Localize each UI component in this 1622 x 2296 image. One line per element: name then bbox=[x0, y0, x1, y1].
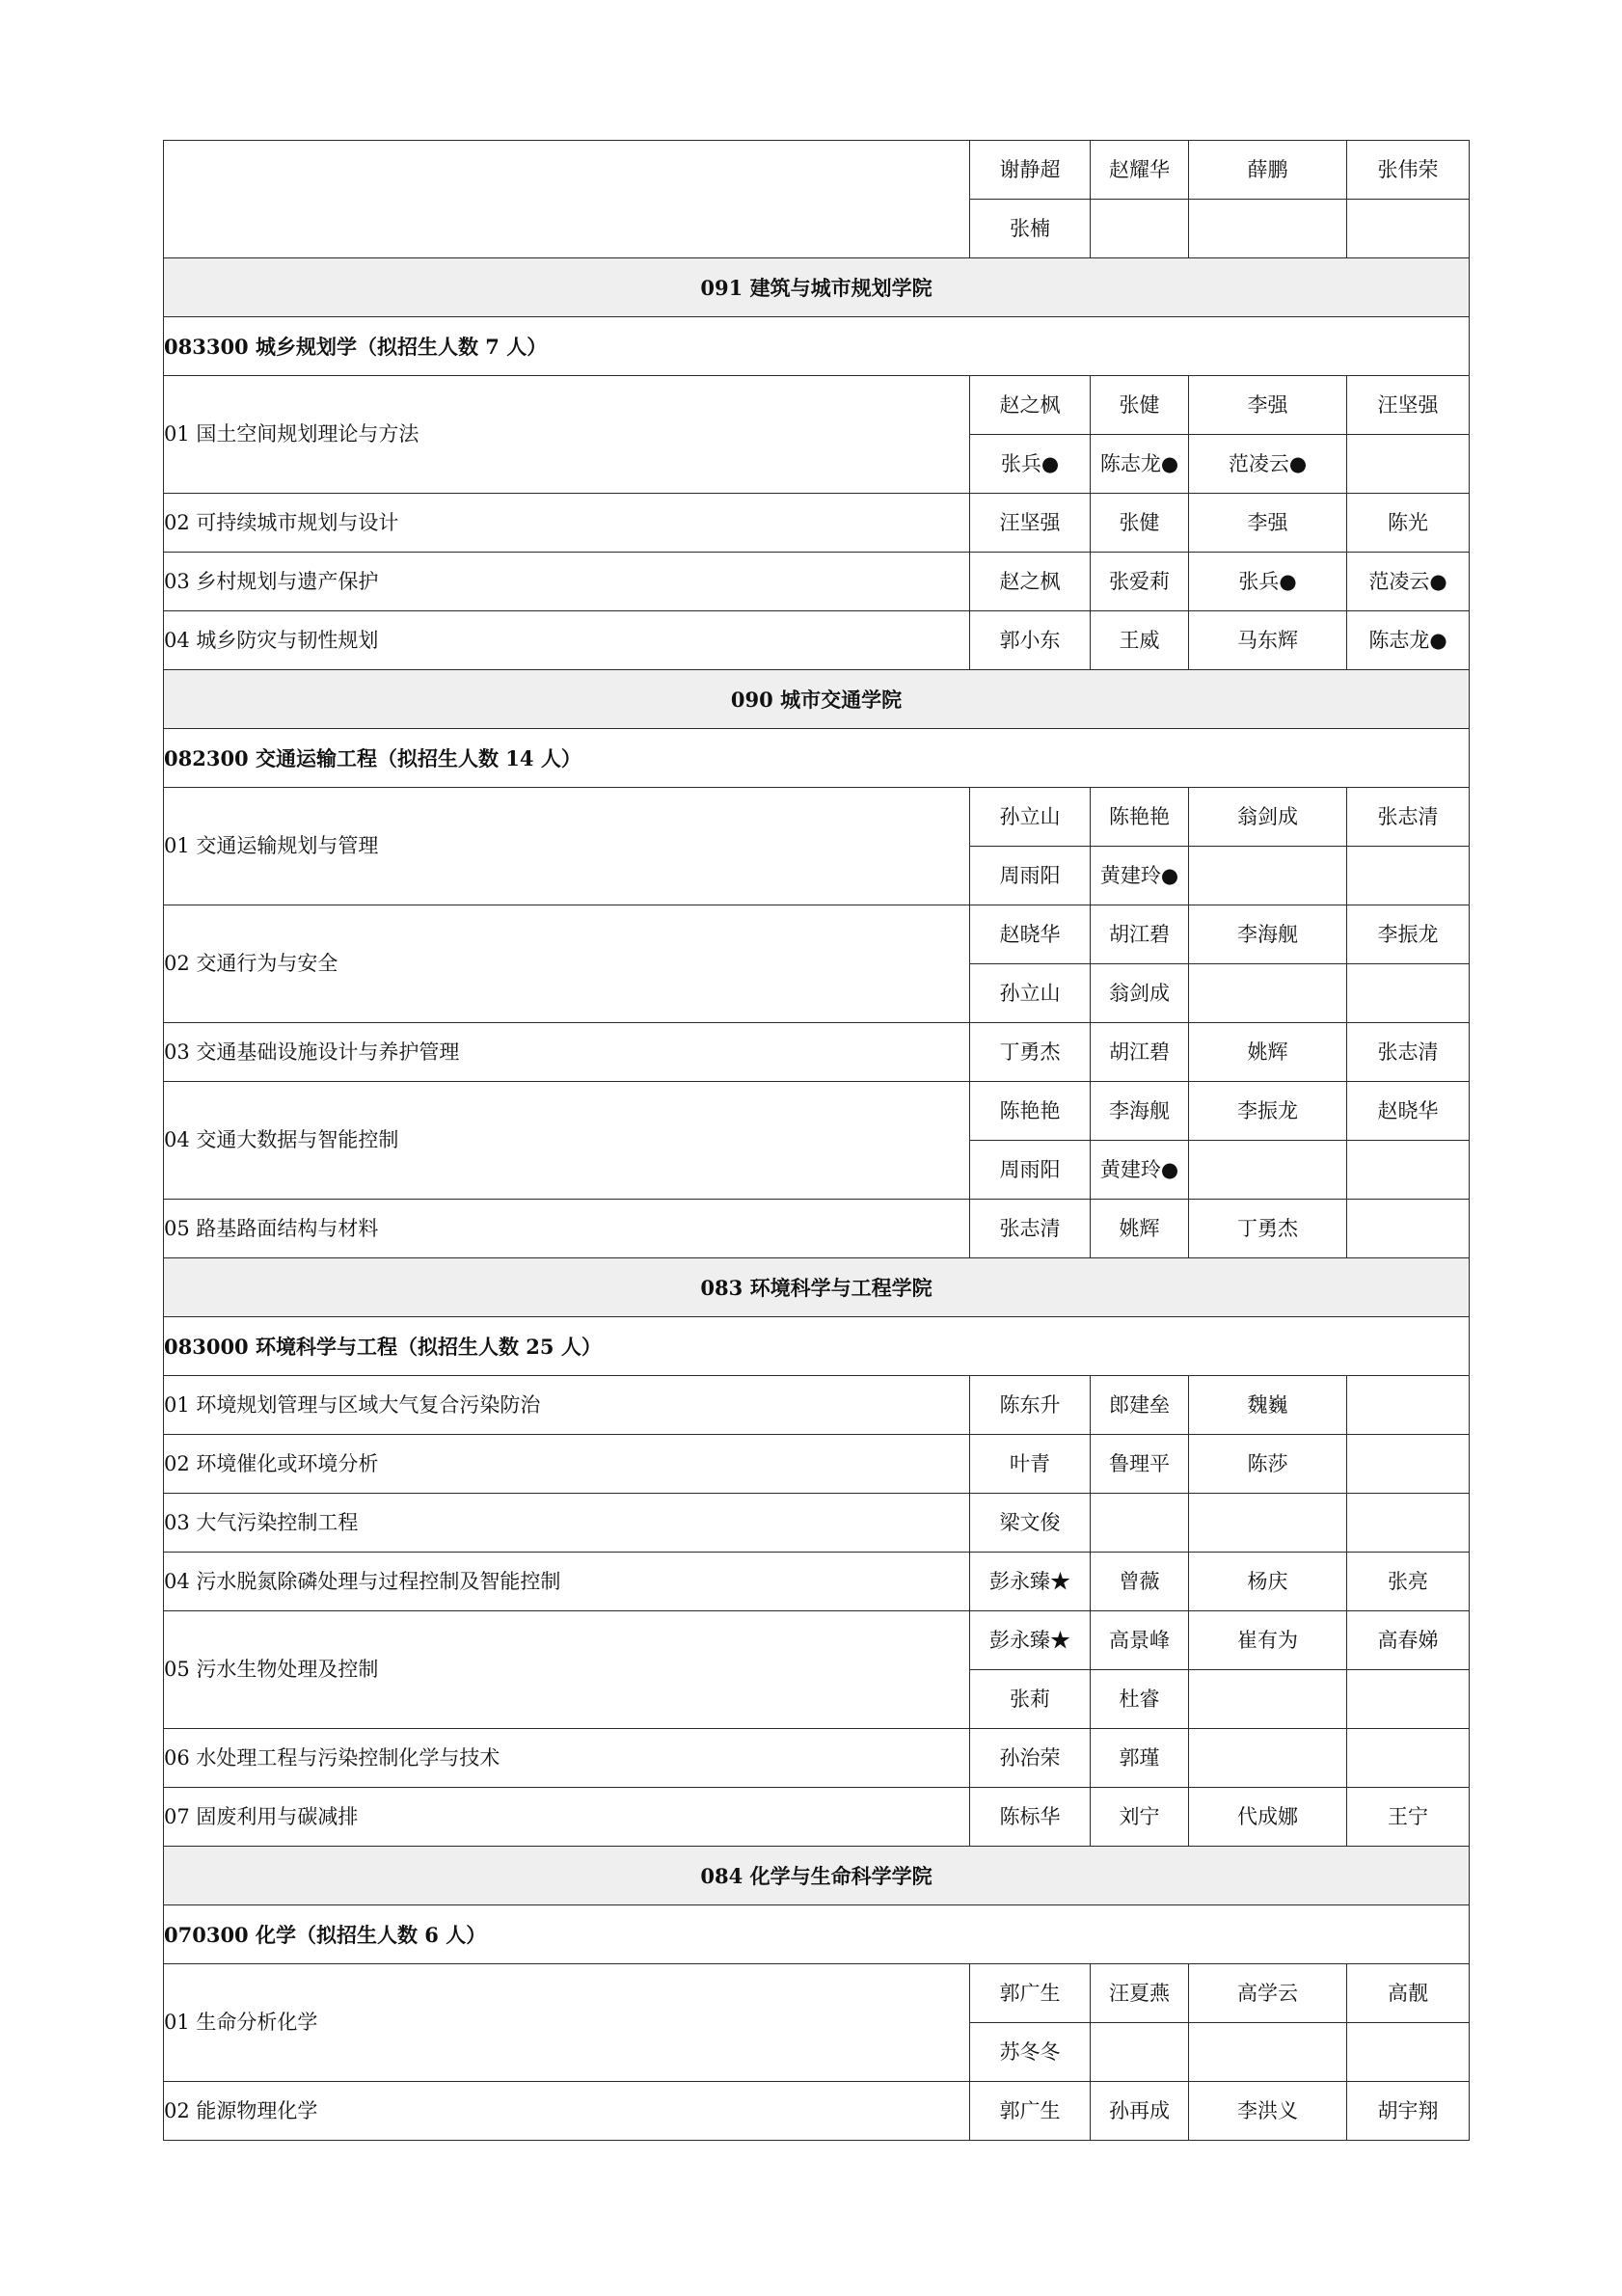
major-row bbox=[164, 317, 1470, 376]
research-direction: 05 污水生物处理及控制 bbox=[164, 1611, 970, 1729]
direction-row bbox=[164, 494, 1470, 553]
advisor-name bbox=[1347, 1670, 1470, 1729]
direction-row bbox=[164, 553, 1470, 611]
advisor-name: 孙治荣 bbox=[970, 1729, 1091, 1788]
direction-row bbox=[164, 1788, 1470, 1847]
direction-row bbox=[164, 611, 1470, 670]
advisor-name bbox=[1189, 1494, 1347, 1553]
advisor-name bbox=[1091, 200, 1189, 258]
advisor-name: 张爱莉 bbox=[1091, 553, 1189, 611]
advisor-name bbox=[1189, 1729, 1347, 1788]
advisor-name: 胡宇翔 bbox=[1347, 2082, 1470, 2141]
advisor-name: 胡江碧 bbox=[1091, 1023, 1189, 1082]
advisor-name: 薛鹏 bbox=[1189, 141, 1347, 200]
advisor-name: 张健 bbox=[1091, 376, 1189, 435]
advisor-name: 张亮 bbox=[1347, 1553, 1470, 1611]
advisor-name: 李强 bbox=[1189, 376, 1347, 435]
research-direction: 01 生命分析化学 bbox=[164, 1964, 970, 2082]
advisor-name: 范凌云● bbox=[1347, 553, 1470, 611]
direction-row bbox=[164, 1435, 1470, 1494]
advisor-name: 李海舰 bbox=[1189, 905, 1347, 964]
advisor-name: 苏冬冬 bbox=[970, 2023, 1091, 2082]
advisor-name: 周雨阳 bbox=[970, 847, 1091, 905]
advisor-name: 赵晓华 bbox=[970, 905, 1091, 964]
advisor-name: 杨庆 bbox=[1189, 1553, 1347, 1611]
advisor-name bbox=[1347, 1729, 1470, 1788]
advisor-name: 陈标华 bbox=[970, 1788, 1091, 1847]
advisor-name: 陈东升 bbox=[970, 1376, 1091, 1435]
advisor-table-body bbox=[164, 141, 1470, 2141]
advisor-name: 丁勇杰 bbox=[970, 1023, 1091, 1082]
major-heading: 083000 环境科学与工程（拟招生人数 25 人） bbox=[164, 1317, 1470, 1376]
advisor-table bbox=[163, 140, 1470, 2141]
advisor-name: 郎建垒 bbox=[1091, 1376, 1189, 1435]
advisor-name bbox=[1347, 1494, 1470, 1553]
advisor-name: 赵之枫 bbox=[970, 553, 1091, 611]
advisor-name: 张健 bbox=[1091, 494, 1189, 553]
research-direction: 04 城乡防灾与韧性规划 bbox=[164, 611, 970, 670]
advisor-name bbox=[1347, 200, 1470, 258]
advisor-name bbox=[1189, 200, 1347, 258]
advisor-name: 张莉 bbox=[970, 1670, 1091, 1729]
research-direction: 02 环境催化或环境分析 bbox=[164, 1435, 970, 1494]
advisor-name: 魏巍 bbox=[1189, 1376, 1347, 1435]
advisor-name: 汪坚强 bbox=[1347, 376, 1470, 435]
direction-row bbox=[164, 1494, 1470, 1553]
advisor-name: 李振龙 bbox=[1189, 1082, 1347, 1141]
major-heading: 082300 交通运输工程（拟招生人数 14 人） bbox=[164, 729, 1470, 788]
advisor-name bbox=[1347, 435, 1470, 494]
major-heading: 070300 化学（拟招生人数 6 人） bbox=[164, 1905, 1470, 1964]
research-direction: 06 水处理工程与污染控制化学与技术 bbox=[164, 1729, 970, 1788]
advisor-name: 汪夏燕 bbox=[1091, 1964, 1189, 2023]
advisor-name: 孙立山 bbox=[970, 788, 1091, 847]
research-direction: 03 大气污染控制工程 bbox=[164, 1494, 970, 1553]
advisor-name: 张兵● bbox=[1189, 553, 1347, 611]
research-direction: 04 交通大数据与智能控制 bbox=[164, 1082, 970, 1200]
advisor-name bbox=[1347, 847, 1470, 905]
advisor-name: 丁勇杰 bbox=[1189, 1200, 1347, 1258]
advisor-name bbox=[1189, 2023, 1347, 2082]
advisor-name: 张志清 bbox=[1347, 788, 1470, 847]
advisor-name: 李洪义 bbox=[1189, 2082, 1347, 2141]
research-direction: 02 交通行为与安全 bbox=[164, 905, 970, 1023]
advisor-name: 翁剑成 bbox=[1189, 788, 1347, 847]
advisor-name: 孙立山 bbox=[970, 964, 1091, 1023]
college-row bbox=[164, 258, 1470, 317]
college-heading: 083 环境科学与工程学院 bbox=[164, 1258, 1470, 1317]
advisor-name: 张伟荣 bbox=[1347, 141, 1470, 200]
advisor-name: 黄建玲● bbox=[1091, 1141, 1189, 1200]
advisor-name: 王威 bbox=[1091, 611, 1189, 670]
major-row bbox=[164, 1905, 1470, 1964]
advisor-name: 郭广生 bbox=[970, 1964, 1091, 2023]
advisor-name: 陈莎 bbox=[1189, 1435, 1347, 1494]
research-direction: 01 环境规划管理与区域大气复合污染防治 bbox=[164, 1376, 970, 1435]
advisor-name: 鲁理平 bbox=[1091, 1435, 1189, 1494]
major-row bbox=[164, 729, 1470, 788]
direction-row bbox=[164, 1729, 1470, 1788]
advisor-name: 翁剑成 bbox=[1091, 964, 1189, 1023]
advisor-name bbox=[1189, 1141, 1347, 1200]
research-direction bbox=[164, 141, 970, 258]
advisor-name: 高景峰 bbox=[1091, 1611, 1189, 1670]
advisor-name: 高春娣 bbox=[1347, 1611, 1470, 1670]
advisor-name: 赵之枫 bbox=[970, 376, 1091, 435]
advisor-name bbox=[1091, 2023, 1189, 2082]
advisor-name: 赵晓华 bbox=[1347, 1082, 1470, 1141]
advisor-name bbox=[1347, 1435, 1470, 1494]
advisor-name bbox=[1189, 847, 1347, 905]
direction-row bbox=[164, 905, 1470, 964]
direction-row bbox=[164, 141, 1470, 200]
college-row bbox=[164, 670, 1470, 729]
advisor-name: 孙再成 bbox=[1091, 2082, 1189, 2141]
direction-row bbox=[164, 1611, 1470, 1670]
advisor-name: 郭广生 bbox=[970, 2082, 1091, 2141]
advisor-name: 周雨阳 bbox=[970, 1141, 1091, 1200]
advisor-name: 王宁 bbox=[1347, 1788, 1470, 1847]
advisor-name bbox=[1347, 964, 1470, 1023]
advisor-name: 姚辉 bbox=[1091, 1200, 1189, 1258]
research-direction: 02 能源物理化学 bbox=[164, 2082, 970, 2141]
major-heading: 083300 城乡规划学（拟招生人数 7 人） bbox=[164, 317, 1470, 376]
research-direction: 01 国土空间规划理论与方法 bbox=[164, 376, 970, 494]
direction-row bbox=[164, 376, 1470, 435]
direction-row bbox=[164, 788, 1470, 847]
direction-row bbox=[164, 1964, 1470, 2023]
advisor-name: 杜睿 bbox=[1091, 1670, 1189, 1729]
advisor-name: 陈志龙● bbox=[1347, 611, 1470, 670]
major-row bbox=[164, 1317, 1470, 1376]
research-direction: 03 乡村规划与遗产保护 bbox=[164, 553, 970, 611]
college-heading: 090 城市交通学院 bbox=[164, 670, 1470, 729]
college-heading: 091 建筑与城市规划学院 bbox=[164, 258, 1470, 317]
research-direction: 01 交通运输规划与管理 bbox=[164, 788, 970, 905]
advisor-name: 陈艳艳 bbox=[1091, 788, 1189, 847]
advisor-name: 张志清 bbox=[970, 1200, 1091, 1258]
advisor-name: 谢静超 bbox=[970, 141, 1091, 200]
advisor-name: 李海舰 bbox=[1091, 1082, 1189, 1141]
advisor-name: 郭小东 bbox=[970, 611, 1091, 670]
advisor-name bbox=[1347, 1376, 1470, 1435]
research-direction: 04 污水脱氮除磷处理与过程控制及智能控制 bbox=[164, 1553, 970, 1611]
research-direction: 03 交通基础设施设计与养护管理 bbox=[164, 1023, 970, 1082]
advisor-name: 汪坚强 bbox=[970, 494, 1091, 553]
advisor-name: 高靓 bbox=[1347, 1964, 1470, 2023]
college-row bbox=[164, 1847, 1470, 1905]
advisor-name bbox=[1189, 1670, 1347, 1729]
advisor-name: 胡江碧 bbox=[1091, 905, 1189, 964]
direction-row bbox=[164, 1376, 1470, 1435]
advisor-name: 张楠 bbox=[970, 200, 1091, 258]
advisor-name: 黄建玲● bbox=[1091, 847, 1189, 905]
direction-row bbox=[164, 2082, 1470, 2141]
advisor-name bbox=[1347, 1200, 1470, 1258]
college-heading: 084 化学与生命科学学院 bbox=[164, 1847, 1470, 1905]
direction-row bbox=[164, 1082, 1470, 1141]
advisor-name: 陈艳艳 bbox=[970, 1082, 1091, 1141]
college-row bbox=[164, 1258, 1470, 1317]
research-direction: 05 路基路面结构与材料 bbox=[164, 1200, 970, 1258]
advisor-name: 高学云 bbox=[1189, 1964, 1347, 2023]
direction-row bbox=[164, 1553, 1470, 1611]
advisor-name: 彭永臻★ bbox=[970, 1611, 1091, 1670]
advisor-name: 梁文俊 bbox=[970, 1494, 1091, 1553]
advisor-name: 崔有为 bbox=[1189, 1611, 1347, 1670]
advisor-name: 陈光 bbox=[1347, 494, 1470, 553]
direction-row bbox=[164, 1023, 1470, 1082]
advisor-name: 彭永臻★ bbox=[970, 1553, 1091, 1611]
direction-row bbox=[164, 1200, 1470, 1258]
advisor-name: 李振龙 bbox=[1347, 905, 1470, 964]
advisor-name bbox=[1091, 1494, 1189, 1553]
advisor-name bbox=[1347, 2023, 1470, 2082]
advisor-name: 范凌云● bbox=[1189, 435, 1347, 494]
advisor-name: 叶青 bbox=[970, 1435, 1091, 1494]
research-direction: 02 可持续城市规划与设计 bbox=[164, 494, 970, 553]
advisor-name: 马东辉 bbox=[1189, 611, 1347, 670]
advisor-name: 刘宁 bbox=[1091, 1788, 1189, 1847]
advisor-name: 张志清 bbox=[1347, 1023, 1470, 1082]
advisor-name: 李强 bbox=[1189, 494, 1347, 553]
advisor-name: 代成娜 bbox=[1189, 1788, 1347, 1847]
advisor-name: 陈志龙● bbox=[1091, 435, 1189, 494]
advisor-name: 曾薇 bbox=[1091, 1553, 1189, 1611]
advisor-name: 郭瑾 bbox=[1091, 1729, 1189, 1788]
advisor-name: 赵耀华 bbox=[1091, 141, 1189, 200]
advisor-name: 张兵● bbox=[970, 435, 1091, 494]
advisor-name bbox=[1189, 964, 1347, 1023]
advisor-name bbox=[1347, 1141, 1470, 1200]
advisor-name: 姚辉 bbox=[1189, 1023, 1347, 1082]
research-direction: 07 固废利用与碳减排 bbox=[164, 1788, 970, 1847]
